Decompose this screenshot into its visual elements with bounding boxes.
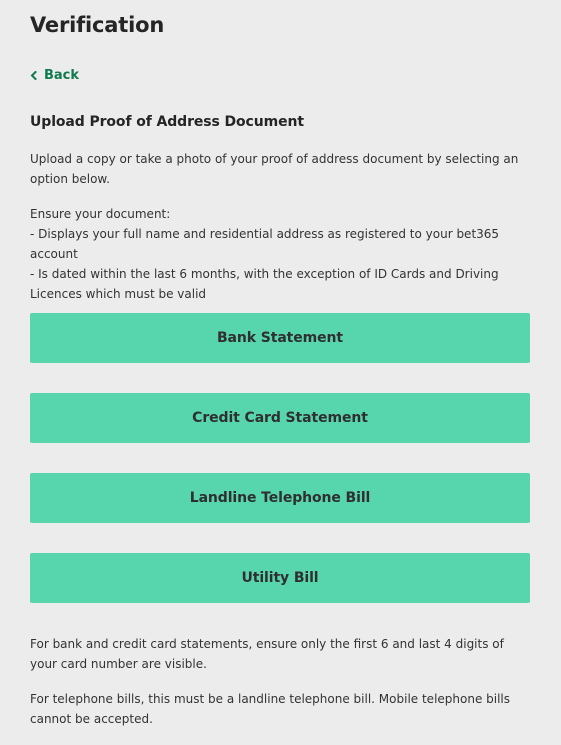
back-link[interactable] bbox=[30, 68, 79, 83]
chevron-left-icon bbox=[30, 71, 37, 80]
section-title: Upload Proof of Address Document bbox=[30, 114, 304, 130]
card-statement-note: For bank and credit card statements, ensure only the first 6 and last 4 digits of your card number are visible. bbox=[30, 637, 504, 671]
requirement-item: - Displays your full name and residential address as registered to your bet365 account bbox=[30, 227, 500, 261]
telephone-bill-note: For telephone bills, this must be a landline telephone bill. Mobile telephone bills cannot be accepted. bbox=[30, 692, 511, 726]
requirements-heading: Ensure your document: bbox=[30, 207, 171, 221]
landline-telephone-bill-button[interactable]: Landline Telephone Bill bbox=[30, 473, 530, 523]
intro-text: Upload a copy or take a photo of your proof of address document by selecting an option below. bbox=[30, 152, 519, 186]
requirements-block bbox=[30, 204, 533, 304]
requirement-item: - Is dated within the last 6 months, with the exception of ID Cards and Driving Licences which must be valid bbox=[30, 267, 499, 301]
page-title: Verification bbox=[30, 13, 165, 37]
utility-bill-button[interactable]: Utility Bill bbox=[30, 553, 530, 603]
credit-card-statement-button[interactable]: Credit Card Statement bbox=[30, 393, 530, 443]
bank-statement-button[interactable]: Bank Statement bbox=[30, 313, 530, 363]
back-label: Back bbox=[44, 68, 80, 83]
